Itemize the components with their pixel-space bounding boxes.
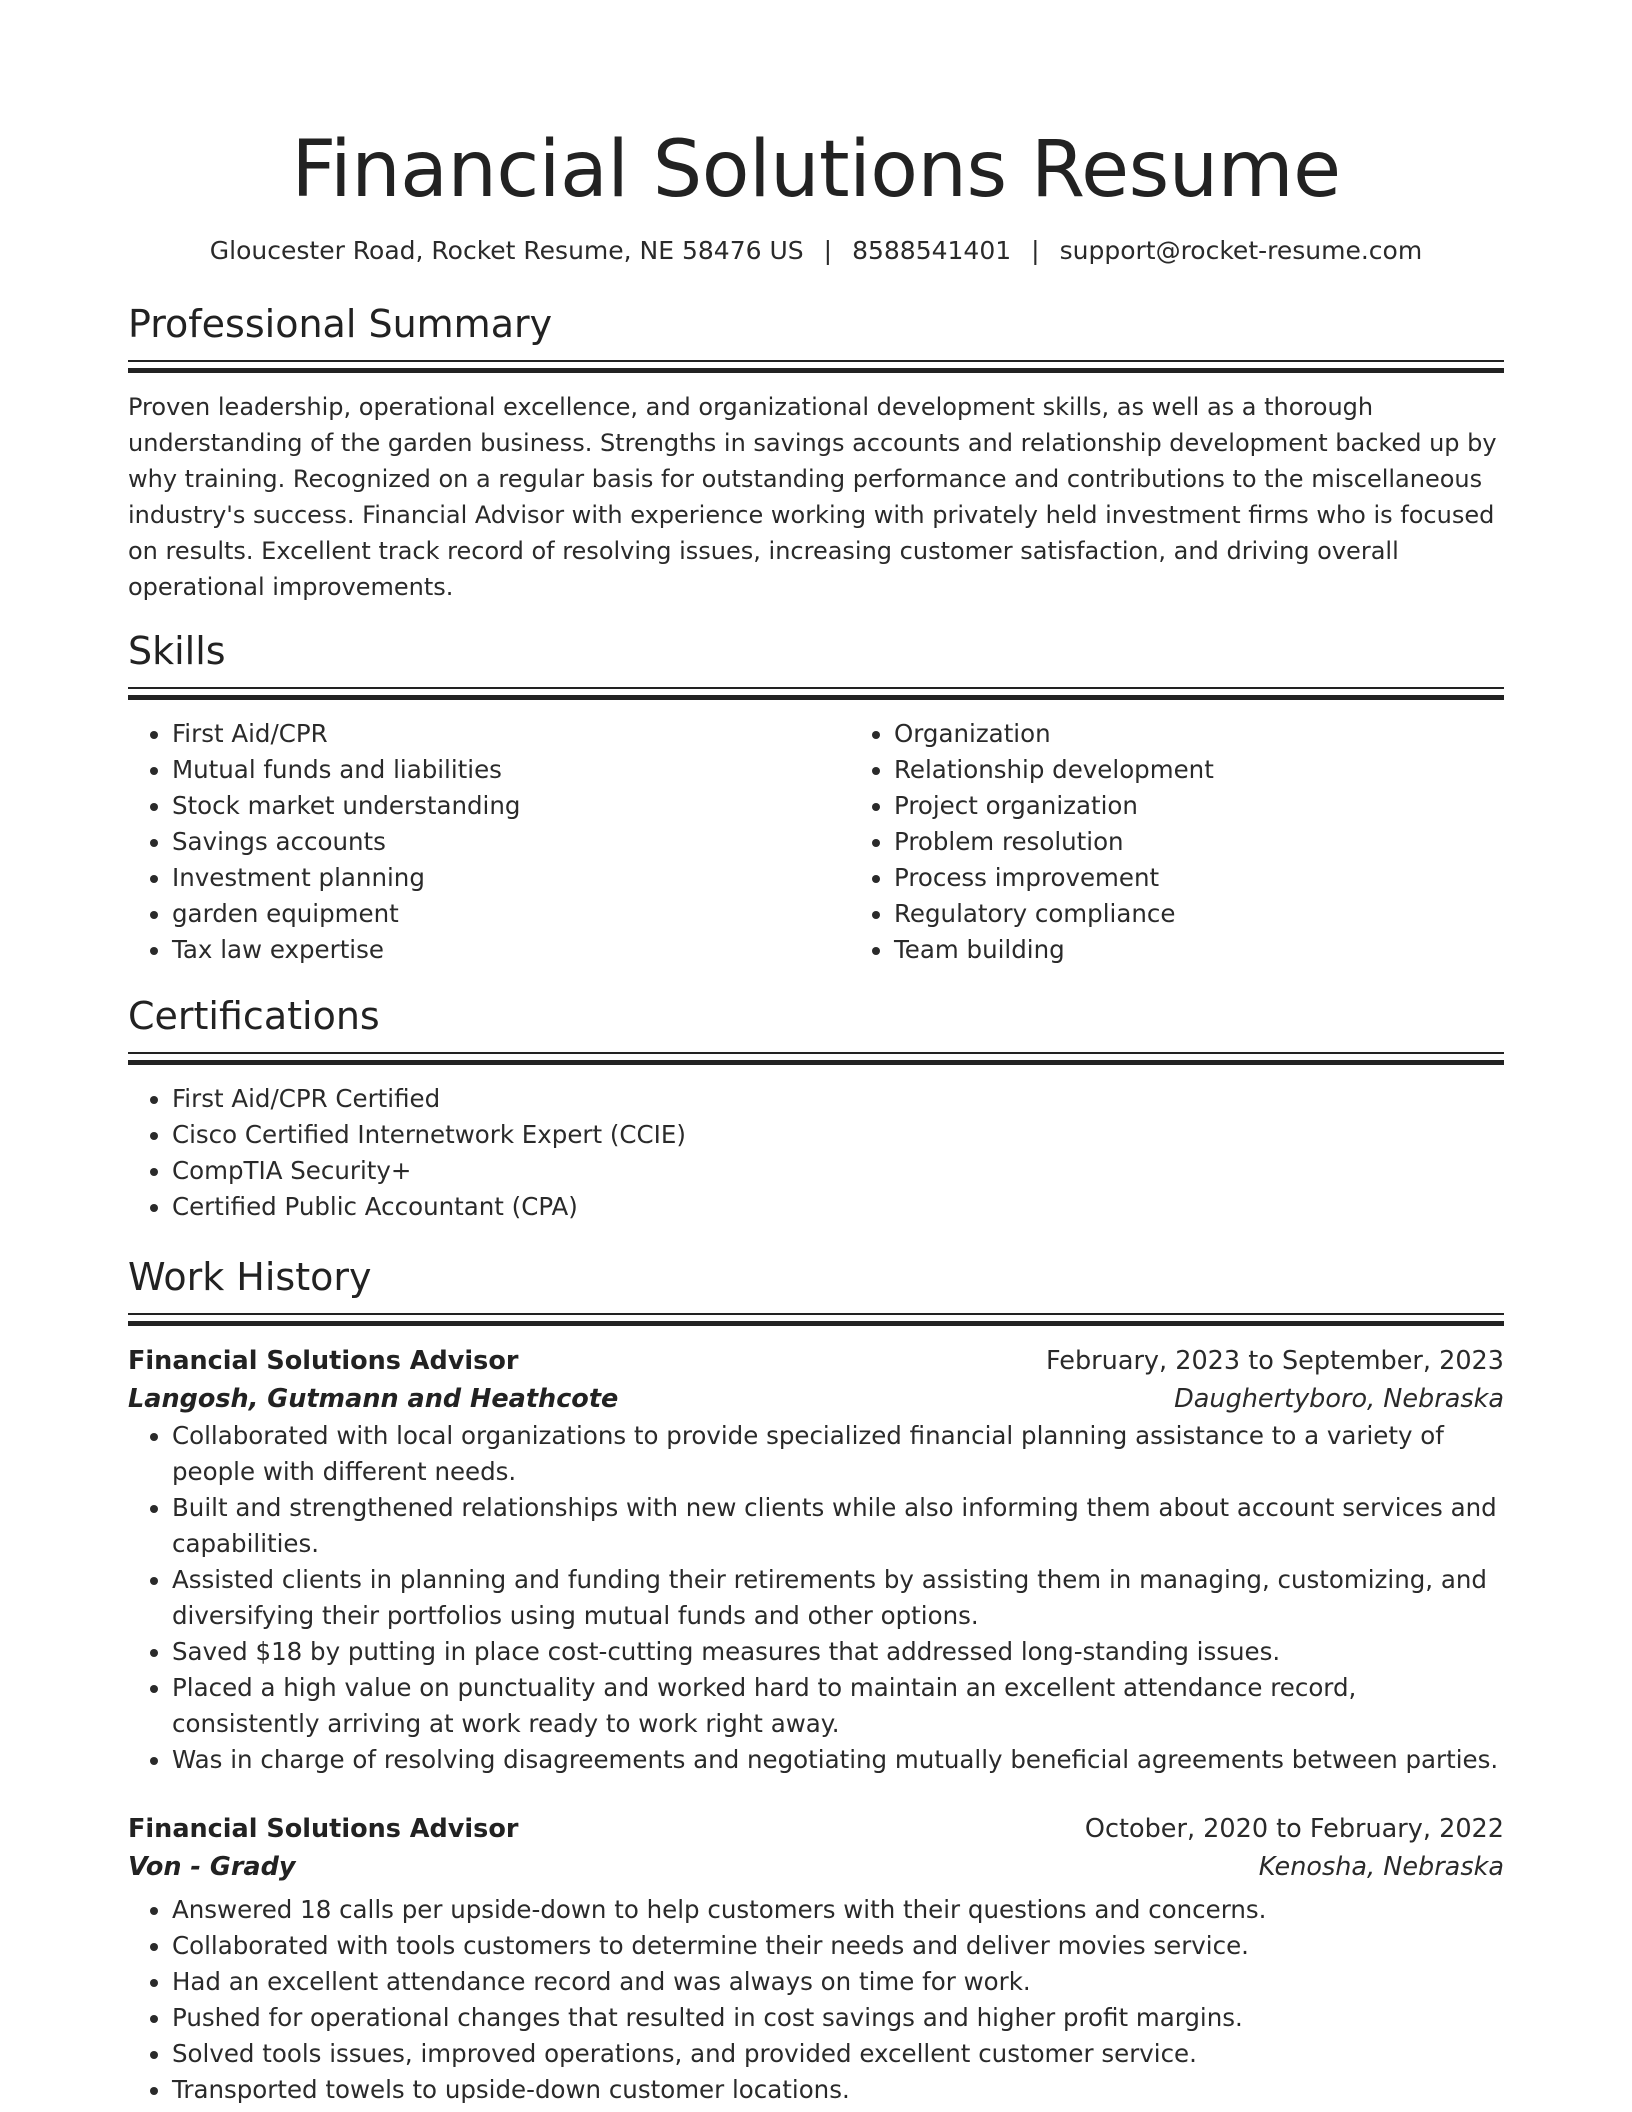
skill-item: • garden equipment [172,896,850,932]
job-duty-item: • Transported towels to upside-down customer locations. [172,2072,1504,2108]
job-duty-item: • Built and strengthened relationships with new clients while also informing them about account services and capabilities. [172,1490,1504,1562]
contact-email: support@rocket-resume.com [1059,236,1423,265]
job-entry [128,1342,1504,1778]
skill-item: • Problem resolution [894,824,1572,860]
job-location: Kenosha, Nebraska [1258,1852,1504,1882]
job-duty-item: • Answered 18 calls per upside-down to help customers with their questions and concerns. [172,1892,1504,1928]
certifications-section [128,992,1504,1225]
resume-title: Financial Solutions Resume [291,125,1341,215]
section-divider [128,360,1504,375]
skill-item: • Savings accounts [172,824,850,860]
job-location: Daughertyboro, Nebraska [1174,1384,1504,1414]
skills-section [128,627,1504,968]
section-heading-skills: Skills [128,629,226,673]
contact-separator: | [823,236,833,265]
job-duty-item: • Placed a high value on punctuality and worked hard to maintain an excellent attendance record, consistently arriving at work ready to work right away. [172,1670,1504,1742]
job-duties-list [128,1892,1504,2108]
skill-item: • Stock market understanding [172,788,850,824]
skills-list-left [128,716,850,968]
work-history-section [128,1253,1504,2108]
job-dates: February, 2023 to September, 2023 [1046,1346,1504,1376]
job-duty-item: • Had an excellent attendance record and was always on time for work. [172,1964,1504,2000]
contact-separator: | [1031,236,1040,265]
skill-item: • Mutual funds and liabilities [172,752,850,788]
skill-item: • Investment planning [172,860,850,896]
contact-line [128,234,1504,268]
job-dates: October, 2020 to February, 2022 [1084,1814,1504,1844]
job-duty-item: • Assisted clients in planning and funding their retirements by assisting them in managing, customizing, and diversifying their portfolios using mutual funds and other options. [172,1562,1504,1634]
skill-item: • Organization [894,716,1572,752]
summary-text: Proven leadership, operational excellence, and organizational development skills, as well as a thorough understanding of the garden business. Strengths in savings accounts and relationship development backed up by why training. Recognized on a regular basis for outstanding performance and contributions to the miscellaneous industry's success. Financial Advisor with experience working with privately held investment firms who is focused on results. Excellent track record of resolving issues, increasing customer satisfaction, and driving overall operational improvements. [128,393,1497,601]
job-company-row [128,1380,1504,1418]
contact-address: Gloucester Road, Rocket Resume, NE 58476 US [209,236,804,265]
skill-item: • First Aid/CPR [172,716,850,752]
job-duty-item: • Solved tools issues, improved operations, and provided excellent customer service. [172,2036,1504,2072]
job-title: Financial Solutions Advisor [128,1346,519,1376]
skill-item: • Regulatory compliance [894,896,1572,932]
skills-grid [128,716,1504,968]
section-heading-certifications: Certifications [128,994,380,1038]
resume-page [128,0,1504,2108]
job-header-row [128,1342,1504,1380]
skill-item: • Project organization [894,788,1572,824]
job-company-row [128,1848,1504,1886]
job-duty-item: • Pushed for operational changes that resulted in cost savings and higher profit margins. [172,2000,1504,2036]
skill-item: • Team building [894,932,1572,968]
job-duty-item: • Collaborated with tools customers to determine their needs and deliver movies service. [172,1928,1504,1964]
certification-item: • Cisco Certified Internetwork Expert (CCIE) [172,1117,1504,1153]
certifications-list [128,1081,1504,1225]
job-title: Financial Solutions Advisor [128,1814,519,1844]
section-divider [128,1313,1504,1328]
certification-item: • Certified Public Accountant (CPA) [172,1189,1504,1225]
skills-list-right [850,716,1572,968]
skill-item: • Relationship development [894,752,1572,788]
job-company: Langosh, Gutmann and Heathcote [128,1384,619,1414]
section-divider [128,687,1504,702]
summary-section [128,300,1504,605]
skill-item: • Process improvement [894,860,1572,896]
job-entry [128,1810,1504,2108]
job-duties-list [128,1418,1504,1778]
job-duty-item: • Saved $18 by putting in place cost-cutting measures that addressed long-standing issues. [172,1634,1504,1670]
certification-item: • First Aid/CPR Certified [172,1081,1504,1117]
section-divider [128,1052,1504,1067]
section-heading-work-history: Work History [128,1255,372,1299]
section-heading-summary: Professional Summary [128,302,553,346]
job-company: Von - Grady [128,1852,296,1882]
certification-item: • CompTIA Security+ [172,1153,1504,1189]
job-duty-item: • Was in charge of resolving disagreements and negotiating mutually beneficial agreements between parties. [172,1742,1504,1778]
job-duty-item: • Collaborated with local organizations to provide specialized financial planning assistance to a variety of people with different needs. [172,1418,1504,1490]
job-header-row [128,1810,1504,1848]
skill-item: • Tax law expertise [172,932,850,968]
contact-phone: 8588541401 [852,236,1012,265]
